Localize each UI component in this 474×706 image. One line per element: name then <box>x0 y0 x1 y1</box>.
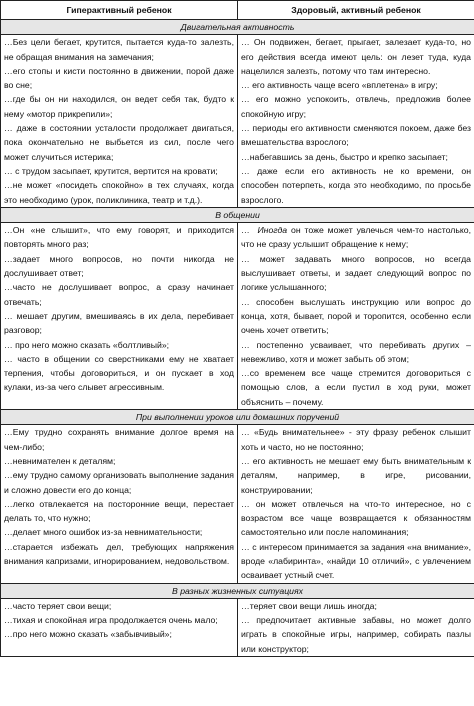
list-item: …Он «не слышит», что ему говорят, и приходится повторять много раз; <box>4 225 234 250</box>
comparison-row <box>1 223 474 410</box>
header-row <box>1 1 474 20</box>
list-item: … «Будь внимательнее» - эту фразу ребенок слышит хоть и часто, но не постоянно; <box>241 427 471 452</box>
list-item: … периоды его активности сменяются покоем, даже без вмешательства взрослого; <box>241 123 471 148</box>
list-item: … постепенно усваивает, что перебивать других – невежливо, хотя и может забыть об этом; <box>241 339 471 364</box>
column-header-healthy: Здоровый, активный ребенок <box>238 1 474 20</box>
list-item: … он может отвлечься на что-то интересное, но с возрастом все чаще возвращается к обязанностям самостоятельно или после напоминания; <box>241 498 471 538</box>
section-row <box>1 20 474 35</box>
list-item: …Без цели бегает, крутится, пытается куда-то залезть, не обращая внимания на замечания; <box>4 37 234 62</box>
section-title-motor: Двигательная активность <box>1 20 474 35</box>
list-item: … часто в общении со сверстниками ему не хватает терпения, чтобы договориться, и он пускает в ход кулаки, из-за чего слывет агрессивным. <box>4 353 234 393</box>
list-item: …где бы он ни находился, он ведет себя так, будто к нему «мотор прикрепили»; <box>4 94 234 119</box>
comparison-row <box>1 598 474 656</box>
section-row <box>1 583 474 598</box>
list-item: … мешает другим, вмешиваясь в их дела, перебивает разговор; <box>4 310 234 336</box>
list-item: … способен выслушать инструкцию или вопрос до конца, хотя, бывает, порой и торопится, особенно если очень хочет ответить; <box>241 296 471 336</box>
section-row <box>1 410 474 425</box>
list-item: …делает много ошибок из-за невнимательности; <box>4 527 203 538</box>
list-item: … Он подвижен, бегает, прыгает, залезает куда-то, но его действия всегда имеют цель: он лезет туда, куда нацелился залезть, потому что там интересно. <box>241 37 471 76</box>
list-item: …его стопы и кисти постоянно в движении, порой даже во сне; <box>4 65 234 91</box>
list-item: …набегавшись за день, быстро и крепко засыпает; <box>241 151 448 162</box>
list-item: …тихая и спокойная игра продолжается очень мало; <box>4 615 218 626</box>
section-title-life-situations: В разных жизненных ситуациях <box>1 583 474 598</box>
list-item: …ему трудно самому организовать выполнение задания и сложно довести его до конца; <box>4 470 234 495</box>
list-item: … его активность не мешает ему быть внимательным к деталям, например, в игре, рисовании, конструировании; <box>241 455 471 495</box>
section-title-communication: В общении <box>1 207 474 222</box>
list-item: …невнимателен к деталям; <box>4 455 116 466</box>
list-item: … с интересом принимается за задания «на внимание», вроде «лабиринта», «найди 10 отличий», с увлечением осваивает устный счет. <box>241 541 471 581</box>
list-item: …старается избежать дел, требующих напряжения внимания капризами, игнорированием, недовольством. <box>4 541 234 566</box>
list-item: … Иногда он тоже может увлечься чем-то настолько, что не сразу услышит обращение к нему; <box>241 225 471 250</box>
comparison-row <box>1 425 474 583</box>
hyperactive-cell <box>1 598 238 656</box>
list-item: … даже в состоянии усталости продолжает двигаться, пока окончательно не выбьется из сил, после чего может случиться истерика; <box>4 123 234 162</box>
list-item: …легко отвлекается на посторонние вещи, перестает делать то, что нужно; <box>4 498 234 524</box>
list-item: … его активность чаще всего «вплетена» в игру; <box>241 80 438 91</box>
list-item: …Ему трудно сохранять внимание долгое время на чем-либо; <box>4 427 234 452</box>
list-item-text: он тоже может увлечься чем-то настолько, что не сразу услышит обращение к нему; <box>241 225 471 250</box>
list-item: …про него можно сказать «забывчивый»; <box>4 629 172 640</box>
list-item: … про него можно сказать «болтливый»; <box>4 339 170 350</box>
hyperactive-cell <box>1 223 238 410</box>
section-row <box>1 207 474 222</box>
list-item: … с трудом засыпает, крутится, вертится на кровати; <box>4 165 218 176</box>
list-item: … предпочитает активные забавы, но может долго играть в спокойные игры, например, собирать пазлы или конструктор; <box>241 615 471 654</box>
healthy-cell <box>238 598 474 656</box>
hyperactive-cell <box>1 425 238 583</box>
hyperactive-cell <box>1 35 238 208</box>
section-title-homework: При выполнении уроков или домашних поручений <box>1 410 474 425</box>
healthy-cell <box>238 425 474 583</box>
list-item: …часто теряет свои вещи; <box>4 600 112 611</box>
comparison-row <box>1 35 474 208</box>
list-item: … его можно успокоить, отвлечь, предложив более спокойную игру; <box>241 94 471 119</box>
list-item: … может задавать много вопросов, но всегда выслушивает ответы, и задает следующий вопрос по логике услышанного; <box>241 253 471 293</box>
list-item: …не может «посидеть спокойно» в тех случаях, когда это необходимо (урок, поликлиника, театр и т.д.). <box>4 180 234 205</box>
healthy-cell <box>238 35 474 208</box>
emphasis-word: Иногда <box>257 225 288 236</box>
list-item: …со временем все чаще стремится договориться с помощью слов, а если пустил в ход руки, может объяснить – почему. <box>241 368 471 407</box>
list-item: …часто не дослушивает вопрос, а сразу начинает отвечать; <box>4 282 234 307</box>
list-item: …задает много вопросов, но почти никогда не дослушивает ответ; <box>4 253 234 279</box>
column-header-hyperactive: Гиперактивный ребенок <box>1 1 238 20</box>
list-item: … даже если его активность не ко времени, он способен потерпеть, когда это необходимо, по просьбе взрослого. <box>241 165 471 205</box>
healthy-cell <box>238 223 474 410</box>
list-item: …теряет свои вещи лишь иногда; <box>241 600 377 611</box>
